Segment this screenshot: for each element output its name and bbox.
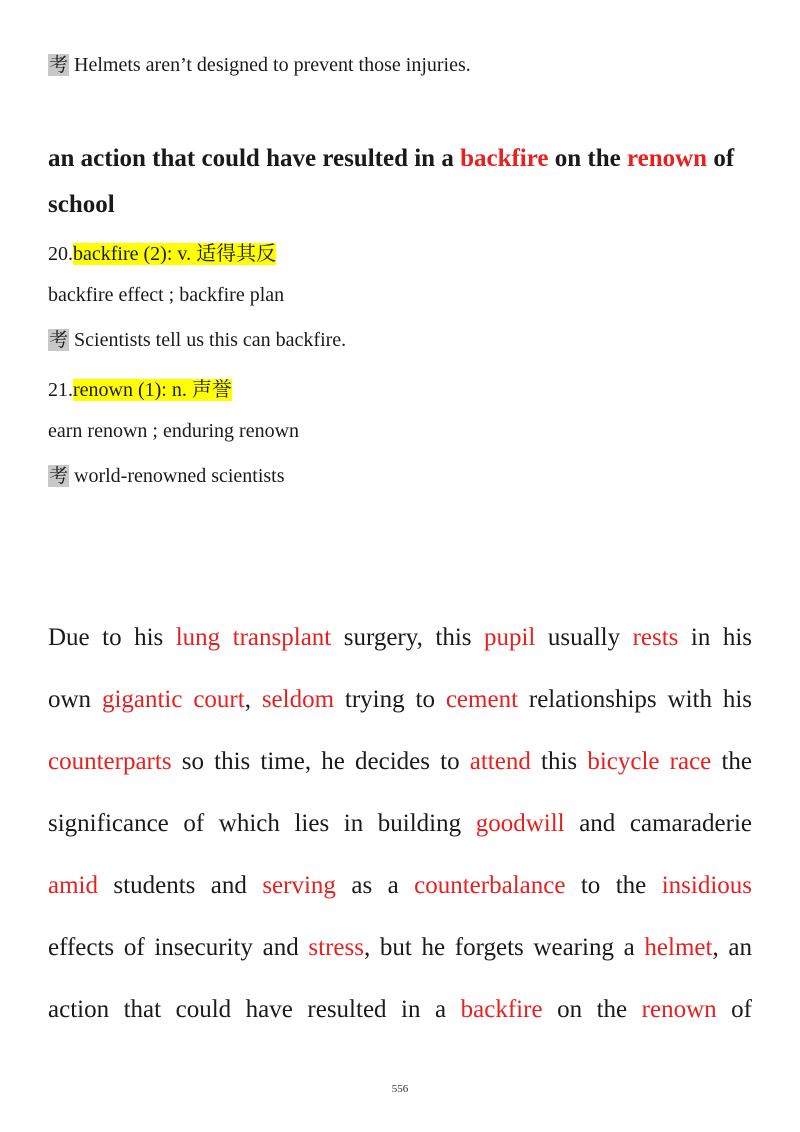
heading-text: an action that could have resulted in a [48, 145, 461, 172]
paragraph-line [48, 669, 752, 731]
paragraph-text: this [530, 748, 588, 775]
heading-keyword: renown [626, 145, 708, 172]
highlighted-word: helmet [644, 934, 713, 961]
example-text: world-renowned scientists [74, 465, 285, 487]
highlighted-word: insidious [661, 872, 752, 899]
section-heading [48, 136, 752, 228]
example-text: Helmets aren’t designed to prevent those injuries. [74, 54, 471, 76]
highlighted-word: gigantic court [101, 686, 245, 713]
entry-word: renown (1): n. [73, 379, 192, 401]
paragraph-text: students and [98, 872, 263, 899]
highlighted-word: bicycle race [587, 748, 712, 775]
paragraph-line [48, 793, 752, 855]
paragraph-text: to the [565, 872, 662, 899]
exam-mark: 考 [49, 465, 69, 487]
paragraph-text: , [244, 686, 262, 713]
page-number: 556 [391, 1083, 409, 1095]
paragraph-text: action that could have resulted in a [48, 996, 461, 1023]
paragraph-line [48, 731, 752, 793]
entry-definition [73, 379, 232, 401]
paragraph-text: surgery, this [331, 624, 484, 651]
paragraph-text: Due to his [48, 624, 176, 651]
highlighted-word: counterparts [48, 748, 172, 775]
highlighted-word: seldom [261, 686, 335, 713]
paragraph-line [48, 979, 752, 1041]
highlighted-word: lung transplant [175, 624, 332, 651]
highlighted-word: rests [632, 624, 679, 651]
paragraph-text: , but he forgets wearing a [363, 934, 645, 961]
paragraph-text: and camaraderie [564, 810, 752, 837]
highlighted-word: backfire [460, 996, 543, 1023]
exam-example-line [48, 461, 285, 488]
exam-mark: 考 [49, 329, 69, 351]
exam-mark: 考 [49, 54, 69, 76]
highlighted-word: goodwill [475, 810, 565, 837]
highlighted-word: attend [469, 748, 531, 775]
paragraph-text: in his [678, 624, 752, 651]
highlighted-word: stress [308, 934, 364, 961]
paragraph-text: effects of insecurity and [48, 934, 309, 961]
heading-keyword: backfire [460, 145, 549, 172]
paragraph-text: of [716, 996, 753, 1023]
highlighted-word: pupil [483, 624, 536, 651]
vocab-entry-21 [48, 373, 232, 402]
entry-number: 20. [48, 243, 73, 265]
paragraph-text: , an [712, 934, 752, 961]
paragraph-text: trying to [334, 686, 446, 713]
highlighted-word: amid [48, 872, 98, 899]
heading-text: on the [548, 145, 627, 172]
entry-meaning: 声誉 [191, 377, 232, 401]
paragraph-line [48, 917, 752, 979]
paragraph-text: as a [335, 872, 415, 899]
example-text: Scientists tell us this can backfire. [74, 329, 347, 351]
entry-number: 21. [48, 379, 73, 401]
entry-definition [73, 243, 276, 265]
paragraph-text: usually [535, 624, 633, 651]
exam-example-line [48, 50, 471, 77]
collocations-20: backfire effect ; backfire plan [48, 284, 285, 306]
highlighted-word: counterbalance [414, 872, 566, 899]
paragraph-text: significance of which lies in building [48, 810, 476, 837]
paragraph-text: so this time, he decides to [171, 748, 470, 775]
highlighted-word: cement [445, 686, 519, 713]
paragraph-line [48, 607, 752, 669]
paragraph-text: own [48, 686, 102, 713]
paragraph-text: on the [542, 996, 642, 1023]
collocations-21: earn renown ; enduring renown [48, 420, 300, 442]
paragraph-line [48, 855, 752, 917]
story-paragraph [48, 607, 752, 1041]
highlighted-word: renown [641, 996, 717, 1023]
vocab-entry-20 [48, 237, 276, 266]
entry-word: backfire (2): v. [73, 243, 197, 265]
heading-text: of school [48, 145, 735, 218]
paragraph-text: relationships with his [518, 686, 752, 713]
highlighted-word: serving [262, 872, 336, 899]
exam-example-line [48, 325, 346, 352]
entry-meaning: 适得其反 [196, 241, 277, 265]
paragraph-text: the [711, 748, 752, 775]
